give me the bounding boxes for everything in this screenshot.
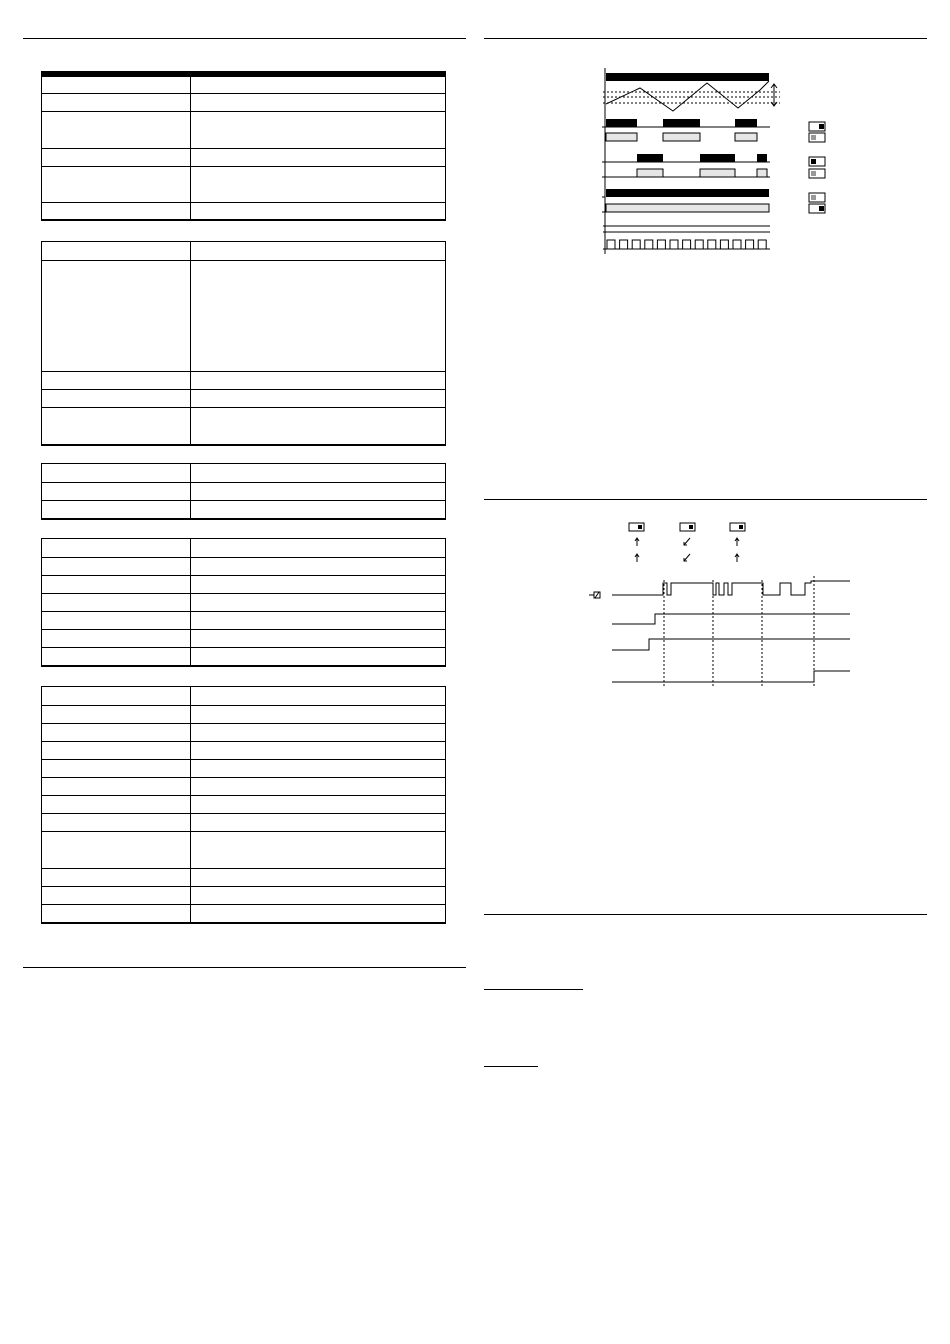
pulse-mark [695, 240, 703, 249]
pulse-mark [657, 240, 665, 249]
switch-icon [809, 193, 825, 202]
spec-table-3 [41, 463, 446, 520]
switch-icon [809, 133, 825, 142]
pulse-mark [645, 240, 653, 249]
pulse-mark [607, 240, 615, 249]
arrow-up-icon [735, 538, 739, 562]
pulse-mark [632, 240, 640, 249]
left-top-rule [23, 38, 466, 39]
pulse-mark [670, 240, 678, 249]
pulse-mark [758, 240, 766, 249]
switch-icon [809, 122, 825, 131]
right-top-rule [484, 38, 927, 39]
switch-icon [809, 157, 825, 166]
switch-icon [809, 204, 825, 213]
switch-icon [680, 523, 695, 531]
spec-table-4 [41, 538, 446, 667]
arrow-up-icon [635, 538, 639, 562]
pulse-mark [620, 240, 628, 249]
pulse-mark [746, 240, 754, 249]
spec-table-1 [41, 71, 446, 221]
left-bottom-rule [23, 967, 466, 968]
switch-icon [629, 523, 644, 531]
fuse-icon [589, 592, 600, 598]
control-timing-diagram [595, 66, 840, 258]
right-lower-rule [484, 914, 927, 915]
signal-timing-diagram [585, 518, 855, 690]
pulse-mark [683, 240, 691, 249]
switch-icon [730, 523, 745, 531]
pulse-mark [708, 240, 716, 249]
pulse-mark [733, 240, 741, 249]
pulse-mark [720, 240, 728, 249]
section-underline-2 [484, 1066, 538, 1067]
arrow-diagonal-icon [684, 538, 690, 561]
spec-table-5 [41, 686, 446, 924]
right-mid-rule [484, 499, 927, 500]
switch-icon [809, 169, 825, 178]
section-underline-1 [484, 989, 583, 990]
spec-table-2 [41, 241, 446, 446]
